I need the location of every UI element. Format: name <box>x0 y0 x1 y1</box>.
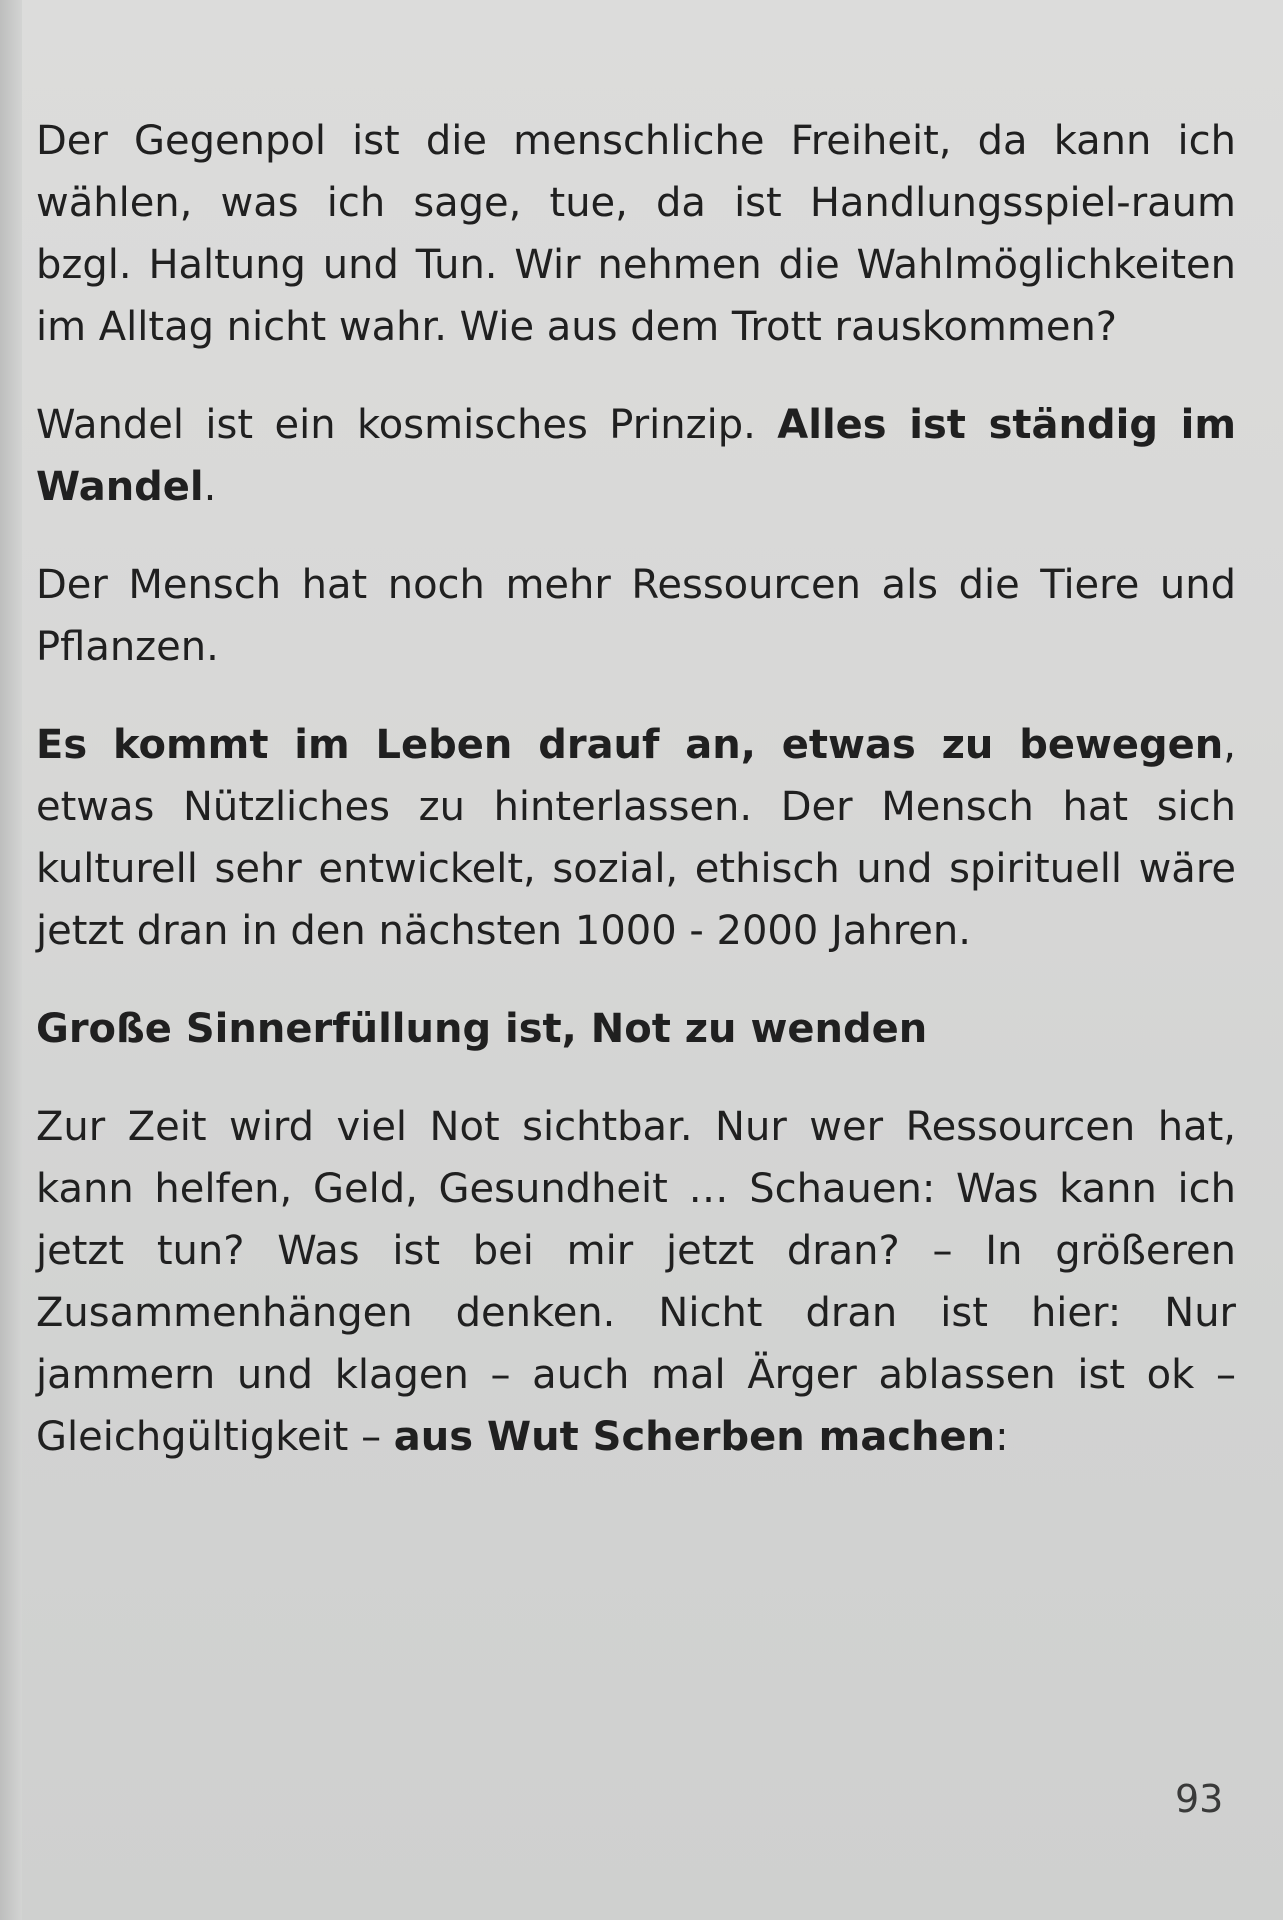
page-gutter-shadow <box>0 0 22 1920</box>
section-heading <box>36 998 1236 1060</box>
paragraph-text: : <box>995 1414 1009 1460</box>
paragraph-wandel <box>36 394 1236 518</box>
paragraph-freiheit <box>36 110 1236 358</box>
paragraph-text: Zur Zeit wird viel Not sichtbar. Nur wer Ressourcen hat, kann helfen, Geld, Gesundheit … Schauen: Was kann ich jetzt tun? Was ist bei mir jetzt dran? – In größeren Zusammenhängen denken. Nicht dran ist hier: Nur jammern und klagen – auch mal Ärger ablassen ist ok – Gleichgültigkeit – <box>36 1104 1236 1460</box>
paragraph-text: , etwas Nützliches zu hinterlassen. Der Mensch hat sich kulturell sehr entwickelt, sozial, ethisch und spirituell wäre jetzt dran in den nächsten 1000 - 2000 Jahren. <box>36 722 1236 954</box>
body-text <box>36 110 1236 1504</box>
paragraph-text: Wandel ist ein kosmisches Prinzip. <box>36 402 778 448</box>
paragraph-not <box>36 1096 1236 1468</box>
emphasis-text: Alles ist ständig im Wandel <box>36 402 1237 510</box>
page-number: 93 <box>1175 1777 1224 1821</box>
emphasis-text: Es kommt im Leben drauf an, etwas zu bewegen <box>36 722 1224 768</box>
paragraph-text: Der Gegenpol ist die menschliche Freiheit, da kann ich wählen, was ich sage, tue, da ist Handlungsspiel-raum bzgl. Haltung und Tun. Wir nehmen die Wahlmöglichkeiten im Alltag nicht wahr. Wie aus dem Trott rauskommen? <box>36 118 1236 350</box>
paragraph-text: Der Mensch hat noch mehr Ressourcen als die Tiere und Pflanzen. <box>36 562 1236 670</box>
emphasis-text: aus Wut Scherben machen <box>393 1414 996 1460</box>
heading-text: Große Sinnerfüllung ist, Not zu wenden <box>36 1006 928 1052</box>
paragraph-bewegen <box>36 714 1236 962</box>
paragraph-ressourcen <box>36 554 1236 678</box>
paragraph-text: . <box>203 464 217 510</box>
